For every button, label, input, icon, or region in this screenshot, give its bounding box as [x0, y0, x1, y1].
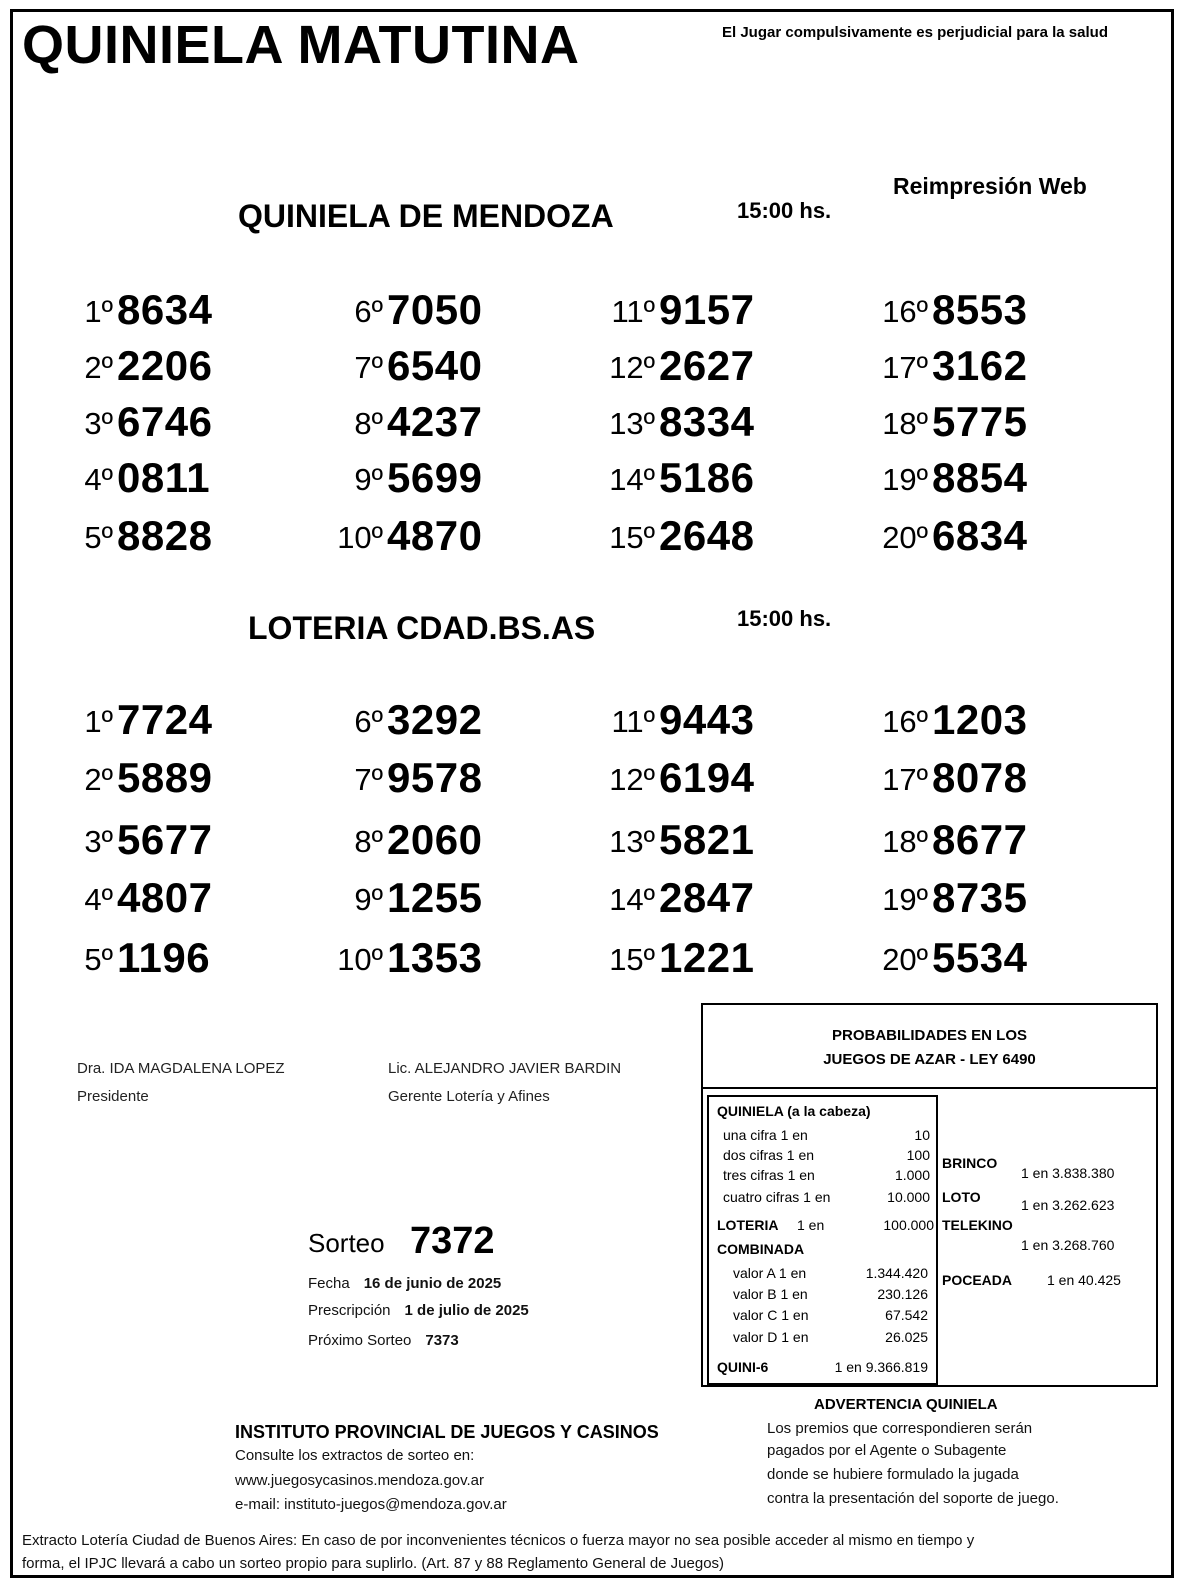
quiniela-prob-row-value: 1.000: [894, 1167, 930, 1183]
telekino-prob-label: TELEKINO: [942, 1217, 1013, 1233]
result-number: 1196: [117, 934, 211, 981]
result-number: 2648: [659, 512, 755, 559]
probabilities-title-2: JUEGOS DE AZAR - LEY 6490: [823, 1051, 1036, 1068]
result-position: 19º: [882, 462, 928, 497]
result-entry: [602, 928, 792, 984]
result-entry: [60, 280, 250, 336]
result-entry: [60, 868, 250, 924]
advertencia-line: pagados por el Agente o Subagente: [767, 1442, 1007, 1459]
signature-right-role: Gerente Lotería y Afines: [388, 1088, 550, 1105]
advertencia-line: Los premios que correspondieren serán: [767, 1420, 1033, 1437]
result-entry: [875, 336, 1065, 392]
result-position: 7º: [354, 762, 383, 797]
result-number: 1221: [659, 934, 755, 981]
result-entry: [602, 392, 792, 448]
result-number: 5534: [932, 934, 1028, 981]
result-number: 5889: [117, 754, 213, 801]
result-number: 6540: [387, 342, 483, 389]
institute-email[interactable]: e-mail: instituto-juegos@mendoza.gov.ar: [235, 1496, 507, 1513]
result-position: 15º: [609, 520, 655, 555]
poceada-prob-label: POCEADA: [942, 1272, 1013, 1288]
combinada-prob-row-label: valor A 1 en: [733, 1265, 807, 1281]
result-position: 3º: [84, 824, 113, 859]
result-entry: [875, 868, 1065, 924]
combinada-prob-row-value: 26.025: [885, 1329, 928, 1345]
mendoza-results-grid: [60, 280, 1110, 570]
result-position: 6º: [354, 294, 383, 329]
combinada-prob-row-label: valor B 1 en: [733, 1286, 808, 1302]
combinada-prob-row-label: valor C 1 en: [733, 1307, 809, 1323]
result-position: 6º: [354, 704, 383, 739]
result-number: 8735: [932, 874, 1028, 921]
result-entry: [330, 506, 520, 562]
result-position: 16º: [882, 294, 928, 329]
result-position: 3º: [84, 406, 113, 441]
result-entry: [875, 748, 1065, 804]
result-position: 20º: [882, 520, 928, 555]
result-position: 13º: [609, 824, 655, 859]
quini6-prob-value: 1 en 9.366.819: [834, 1359, 928, 1375]
result-number: 1353: [387, 934, 483, 981]
result-entry: [602, 448, 792, 504]
result-number: 8078: [932, 754, 1028, 801]
footer-disclaimer-2: forma, el IPJC llevará a cabo un sorteo propio para suplirlo. (Art. 87 y 88 Reglamento General de Juegos): [22, 1555, 725, 1572]
combinada-prob-label: COMBINADA: [717, 1241, 805, 1257]
quiniela-prob-row-label: tres cifras 1 en: [723, 1167, 815, 1183]
quiniela-prob-row-value: 10.000: [887, 1189, 930, 1205]
result-position: 17º: [882, 762, 928, 797]
loteria-time: 15:00 hs.: [737, 606, 832, 631]
quiniela-prob-row-label: cuatro cifras 1 en: [723, 1189, 831, 1205]
result-number: 7050: [387, 286, 483, 333]
result-position: 10º: [337, 520, 383, 555]
poceada-prob-value: 1 en 40.425: [1047, 1272, 1121, 1288]
result-position: 9º: [354, 882, 383, 917]
result-entry: [602, 336, 792, 392]
signature-left-role: Presidente: [77, 1088, 149, 1105]
health-warning: El Jugar compulsivamente es perjudicial para la salud: [722, 24, 1108, 41]
combinada-prob-row-value: 1.344.420: [865, 1265, 928, 1281]
result-number: 4807: [117, 874, 213, 921]
result-number: 1255: [387, 874, 483, 921]
result-entry: [330, 448, 520, 504]
result-number: 6834: [932, 512, 1028, 559]
result-position: 4º: [84, 882, 113, 917]
advertencia-line: donde se hubiere formulado la jugada: [767, 1466, 1019, 1483]
result-entry: [330, 392, 520, 448]
result-entry: [60, 336, 250, 392]
result-position: 1º: [84, 294, 113, 329]
sorteo-number: 7372: [410, 1220, 495, 1262]
result-position: 7º: [354, 350, 383, 385]
loto-prob-value: 1 en 3.262.623: [1021, 1197, 1115, 1213]
result-number: 5775: [932, 398, 1028, 445]
result-number: 4237: [387, 398, 483, 445]
result-number: 4870: [387, 512, 483, 559]
result-entry: [60, 506, 250, 562]
result-number: 8854: [932, 454, 1028, 501]
signature-left-name: Dra. IDA MAGDALENA LOPEZ: [77, 1060, 285, 1077]
quiniela-prob-row-label: dos cifras 1 en: [723, 1147, 815, 1163]
result-number: 2847: [659, 874, 755, 921]
institute-website[interactable]: www.juegosycasinos.mendoza.gov.ar: [235, 1472, 485, 1489]
result-number: 5677: [117, 816, 213, 863]
combinada-prob-row-value: 230.126: [877, 1286, 928, 1302]
result-number: 9157: [659, 286, 755, 333]
result-position: 4º: [84, 462, 113, 497]
result-entry: [60, 748, 250, 804]
result-entry: [602, 280, 792, 336]
result-position: 14º: [609, 462, 655, 497]
result-entry: [60, 690, 250, 746]
result-position: 19º: [882, 882, 928, 917]
quiniela-prob-label: QUINIELA (a la cabeza): [717, 1103, 871, 1119]
brinco-prob-value: 1 en 3.838.380: [1021, 1165, 1115, 1181]
result-entry: [602, 748, 792, 804]
result-number: 8634: [117, 286, 213, 333]
result-number: 6746: [117, 398, 213, 445]
loto-prob-label: LOTO: [942, 1189, 981, 1205]
quini6-prob-label: QUINI-6: [717, 1359, 769, 1375]
telekino-prob-value: 1 en 3.268.760: [1021, 1237, 1115, 1253]
result-position: 15º: [609, 942, 655, 977]
result-position: 9º: [354, 462, 383, 497]
combinada-prob-row-value: 67.542: [885, 1307, 928, 1323]
result-entry: [875, 810, 1065, 866]
institute-consult: Consulte los extractos de sorteo en:: [235, 1447, 475, 1464]
fecha-value: 16 de junio de 2025: [363, 1275, 502, 1292]
loteria-title: LOTERIA CDAD.BS.AS: [248, 610, 596, 646]
loteria-results-grid: [60, 690, 1110, 990]
institute-name: INSTITUTO PROVINCIAL DE JUEGOS Y CASINOS: [235, 1422, 659, 1442]
result-number: 8828: [117, 512, 213, 559]
probabilities-title-1: PROBABILIDADES EN LOS: [831, 1027, 1027, 1044]
signature-right-name: Lic. ALEJANDRO JAVIER BARDIN: [388, 1060, 622, 1077]
result-entry: [330, 280, 520, 336]
loteria-prob-label: LOTERIA: [717, 1217, 779, 1233]
result-entry: [330, 928, 520, 984]
result-position: 5º: [84, 942, 113, 977]
result-entry: [330, 690, 520, 746]
result-position: 13º: [609, 406, 655, 441]
footer-disclaimer-1: Extracto Lotería Ciudad de Buenos Aires: En caso de por inconvenientes técnicos o fuerza mayor no sea posible acceder al mismo en tiempo y: [22, 1532, 975, 1549]
result-number: 6194: [659, 754, 755, 801]
result-entry: [602, 506, 792, 562]
result-number: 3292: [387, 696, 483, 743]
result-position: 10º: [337, 942, 383, 977]
result-number: 7724: [117, 696, 213, 743]
quiniela-prob-row-value: 100: [906, 1147, 930, 1163]
result-number: 5821: [659, 816, 755, 863]
result-number: 3162: [932, 342, 1028, 389]
result-number: 9578: [387, 754, 483, 801]
result-position: 8º: [354, 824, 383, 859]
result-position: 12º: [609, 350, 655, 385]
result-number: 5699: [387, 454, 483, 501]
result-position: 11º: [611, 294, 655, 329]
result-entry: [330, 336, 520, 392]
result-entry: [875, 392, 1065, 448]
result-position: 17º: [882, 350, 928, 385]
result-number: 9443: [659, 696, 755, 743]
result-number: 1203: [932, 696, 1028, 743]
result-number: 5186: [659, 454, 755, 501]
result-number: 2627: [659, 342, 755, 389]
advertencia-line: contra la presentación del soporte de juego.: [767, 1490, 1059, 1507]
fecha-label: Fecha: [308, 1275, 350, 1292]
result-entry: [60, 810, 250, 866]
quiniela-prob-row-label: una cifra 1 en: [723, 1127, 808, 1143]
prescripcion-row: [308, 1302, 529, 1319]
result-entry: [602, 690, 792, 746]
result-number: 8553: [932, 286, 1028, 333]
result-position: 12º: [609, 762, 655, 797]
result-entry: [60, 392, 250, 448]
result-entry: [875, 690, 1065, 746]
result-position: 2º: [84, 762, 113, 797]
result-entry: [875, 506, 1065, 562]
probabilities-quiniela-panel: [707, 1095, 938, 1385]
advertencia-title: ADVERTENCIA QUINIELA: [814, 1396, 998, 1413]
prescripcion-value: 1 de julio de 2025: [404, 1302, 529, 1319]
result-position: 14º: [609, 882, 655, 917]
result-number: 0811: [117, 454, 211, 501]
brinco-prob-label: BRINCO: [942, 1155, 998, 1171]
result-position: 8º: [354, 406, 383, 441]
result-position: 16º: [882, 704, 928, 739]
result-entry: [330, 868, 520, 924]
mendoza-time: 15:00 hs.: [737, 198, 832, 223]
result-number: 8677: [932, 816, 1028, 863]
result-entry: [60, 928, 250, 984]
result-entry: [875, 448, 1065, 504]
reprint-label: Reimpresión Web: [893, 173, 1087, 199]
result-position: 18º: [882, 824, 928, 859]
proximo-label: Próximo Sorteo: [308, 1332, 412, 1349]
result-entry: [330, 810, 520, 866]
result-entry: [875, 280, 1065, 336]
result-entry: [602, 868, 792, 924]
combinada-prob-row-label: valor D 1 en: [733, 1329, 809, 1345]
result-entry: [875, 928, 1065, 984]
result-position: 1º: [84, 704, 113, 739]
result-position: 5º: [84, 520, 113, 555]
result-position: 20º: [882, 942, 928, 977]
result-position: 11º: [611, 704, 655, 739]
result-number: 2206: [117, 342, 213, 389]
result-entry: [602, 810, 792, 866]
loteria-prob-value: 100.000: [883, 1217, 934, 1233]
result-number: 2060: [387, 816, 483, 863]
prescripcion-label: Prescripción: [308, 1302, 391, 1319]
probabilities-header: [703, 1005, 1156, 1089]
result-position: 2º: [84, 350, 113, 385]
result-entry: [60, 448, 250, 504]
sorteo-label: Sorteo: [308, 1228, 385, 1258]
result-entry: [330, 748, 520, 804]
probabilities-box: [701, 1003, 1158, 1387]
result-position: 18º: [882, 406, 928, 441]
proximo-row: [308, 1332, 459, 1349]
result-number: 8334: [659, 398, 755, 445]
loteria-prob-prefix: 1 en: [797, 1217, 825, 1233]
fecha-row: [308, 1275, 501, 1292]
proximo-value: 7373: [425, 1332, 459, 1349]
page-title: QUINIELA MATUTINA: [22, 15, 580, 75]
quiniela-prob-row-value: 10: [914, 1127, 930, 1143]
mendoza-title: QUINIELA DE MENDOZA: [238, 198, 614, 234]
